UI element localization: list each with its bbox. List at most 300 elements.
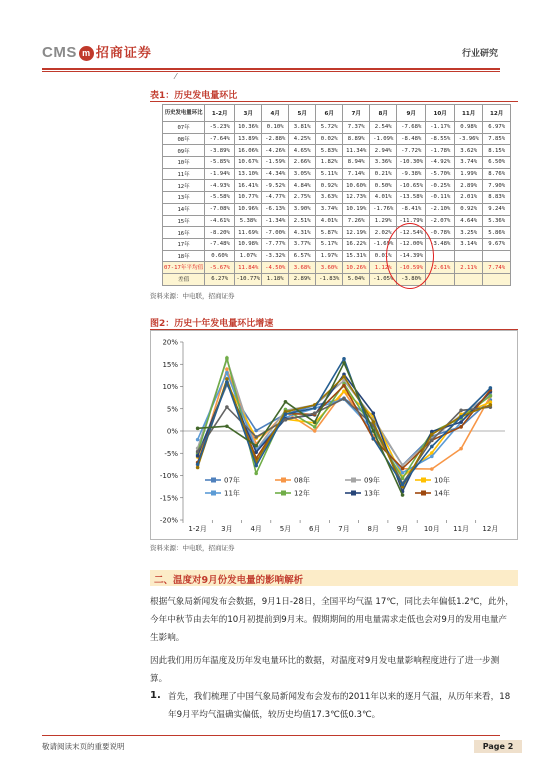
x-tick-label: 5月 (279, 525, 292, 533)
data-point (254, 435, 258, 439)
table-cell: 3.77% (289, 238, 316, 250)
table-cell: -1.83% (316, 273, 343, 285)
table-cell: 0.02% (316, 133, 343, 145)
data-point (284, 400, 288, 404)
table-cell: -5.58% (205, 192, 235, 204)
table-cell: 16.22% (343, 238, 370, 250)
table-cell: 2.89% (289, 273, 316, 285)
table-cell: 5.04% (343, 273, 370, 285)
table-cell: -7.48% (205, 238, 235, 250)
data-point (196, 450, 200, 454)
list-item-text: 首先，我们梳理了中国气象局新闻发布会发布的2011年以来的逐月气温，从历年来看，18年9月平均气温确实偏低，较历史均值17.3℃低0.3℃。 (168, 692, 511, 720)
data-point (196, 462, 200, 466)
table-cell: -5.70% (426, 168, 455, 180)
table-cell: 6.50% (483, 157, 511, 169)
table-cell: -2.88% (262, 133, 289, 145)
table-cell: -8.55% (426, 133, 455, 145)
table-cell: 0.01% (370, 250, 397, 262)
data-point (430, 467, 434, 471)
table-cell: 2.75% (289, 192, 316, 204)
table-cell: -10.77% (235, 273, 262, 285)
data-point (489, 394, 493, 398)
data-point (254, 472, 258, 476)
table-header-row (163, 105, 511, 122)
table-cell: 3.05% (289, 168, 316, 180)
table-cell: 5.17% (316, 238, 343, 250)
table-cell: -10.59% (397, 262, 426, 274)
data-point (254, 464, 258, 468)
table-cell: -2.61% (426, 262, 455, 274)
table-row-label: 13年 (163, 192, 205, 204)
table-cell: 2.51% (289, 215, 316, 227)
table-cell: -7.64% (205, 133, 235, 145)
table-cell: 2.11% (455, 262, 483, 274)
table-cell: -8.48% (397, 133, 426, 145)
table-cell: -1.76% (370, 203, 397, 215)
table-cell: 12.73% (343, 192, 370, 204)
table-cell: 4.84% (289, 180, 316, 192)
table-cell: -2.07% (426, 215, 455, 227)
table-cell: -13.58% (397, 192, 426, 204)
table-row (163, 122, 511, 134)
table-cell: 10.60% (343, 180, 370, 192)
table-cell: 3.68% (289, 262, 316, 274)
table-cell: 3.62% (455, 145, 483, 157)
table-cell: -8.41% (397, 203, 426, 215)
table-cell: -5.67% (205, 262, 235, 274)
table-row-label: 15年 (163, 215, 205, 227)
data-point (489, 403, 493, 407)
x-tick-label: 8月 (367, 525, 380, 533)
table-cell: -1.94% (205, 168, 235, 180)
data-point (313, 429, 317, 433)
y-tick-label: -10% (159, 472, 178, 480)
data-point (401, 483, 405, 487)
table-cell: 5.87% (316, 227, 343, 239)
legend-label: 08年 (294, 476, 310, 485)
table-cell: 15.31% (343, 250, 370, 262)
table-cell: 10.19% (343, 203, 370, 215)
table-cell: 3.74% (455, 157, 483, 169)
table-cell: -1.17% (426, 122, 455, 134)
table-cell: -4.61% (205, 215, 235, 227)
line-chart (150, 330, 518, 540)
header-rule (42, 68, 500, 70)
data-point (254, 444, 258, 448)
table-cell: 2.66% (289, 157, 316, 169)
table-cell: 5.38% (235, 215, 262, 227)
table-cell: 9.24% (483, 203, 511, 215)
table-cell: -14.39% (397, 250, 426, 262)
data-point (225, 371, 229, 375)
table-header-cell: 6月 (316, 105, 343, 122)
table-cell: -8.20% (205, 227, 235, 239)
table-cell: -7.72% (397, 145, 426, 157)
table-cell: -4.50% (262, 262, 289, 274)
table-cell: 5.11% (316, 168, 343, 180)
table-diff-row (163, 273, 511, 285)
table-cell: 7.14% (343, 168, 370, 180)
page-header (0, 0, 540, 72)
table-cell: 0.10% (262, 122, 289, 134)
legend-marker (281, 478, 286, 483)
table-cell: 8.83% (483, 192, 511, 204)
table-row-label: 07-17年平均值 (163, 262, 205, 274)
table-cell: -7.00% (262, 227, 289, 239)
logo-latin: CMS (42, 44, 77, 61)
table-cell: 3.90% (289, 203, 316, 215)
footer-disclaimer: 敬请阅读末页的重要说明 (42, 742, 125, 751)
table-cell: -0.11% (426, 192, 455, 204)
data-point (313, 425, 317, 429)
table-cell: 8.94% (343, 157, 370, 169)
table-cell: 2.89% (455, 180, 483, 192)
table-cell: -1.59% (262, 157, 289, 169)
table-cell: -10.65% (397, 180, 426, 192)
legend-marker (281, 491, 286, 496)
table-cell: -3.96% (455, 133, 483, 145)
data-point (342, 357, 346, 361)
table-row (163, 168, 511, 180)
data-point (225, 367, 229, 371)
history-table (162, 104, 511, 286)
table-header-cell: 11月 (455, 105, 483, 122)
data-point (430, 455, 434, 459)
table-cell: -2.10% (426, 203, 455, 215)
table-cell: -1.09% (370, 133, 397, 145)
table-cell: 12.19% (343, 227, 370, 239)
data-point (196, 438, 200, 442)
data-point (225, 380, 229, 384)
data-point (225, 424, 229, 428)
table-cell: -7.77% (262, 238, 289, 250)
data-point (196, 427, 200, 431)
table-cell: 9.67% (483, 238, 511, 250)
legend-marker (421, 491, 426, 496)
table-cell: 0.50% (370, 180, 397, 192)
y-tick-label: -20% (159, 516, 178, 525)
brand-logo (42, 42, 152, 61)
table-header-cell: 3月 (235, 105, 262, 122)
table-cell: 4.64% (455, 215, 483, 227)
table-cell: 5.83% (316, 145, 343, 157)
table-row-label: 08年 (163, 133, 205, 145)
table-cell: 5.36% (483, 215, 511, 227)
table-row (163, 145, 511, 157)
table-cell: -6.13% (262, 203, 289, 215)
table-cell: -4.34% (262, 168, 289, 180)
data-point (313, 420, 317, 424)
table-header-cell: 10月 (426, 105, 455, 122)
table-header-cell: 4月 (262, 105, 289, 122)
table-row (163, 238, 511, 250)
paragraph-2: 因此我们用历年温度及历年发电量环比的数据，对温度对9月发电量影响程度进行了进一步测算。 (150, 656, 500, 684)
table-cell: 6.57% (289, 250, 316, 262)
data-point (371, 429, 375, 433)
legend-marker (421, 478, 426, 483)
table-cell: 7.37% (343, 122, 370, 134)
data-point (371, 437, 375, 441)
x-tick-label: 12月 (482, 525, 499, 533)
table-cell: -12.54% (397, 227, 426, 239)
legend-label: 09年 (364, 476, 380, 485)
table-cell: -3.80% (397, 273, 426, 285)
table-cell: 13.89% (235, 133, 262, 145)
legend-label: 12年 (294, 489, 310, 498)
data-point (430, 445, 434, 449)
table-cell: 4.01% (370, 192, 397, 204)
report-category: 行业研究 (461, 49, 498, 59)
table-cell: -4.92% (426, 157, 455, 169)
legend-label: 14年 (434, 489, 450, 498)
table-cell: 10.96% (235, 203, 262, 215)
table-cell: 16.41% (235, 180, 262, 192)
table-cell: 1.12% (370, 262, 397, 274)
logo-mark-icon: m (79, 46, 94, 61)
table-title: 表1：历史发电量环比 (150, 91, 238, 101)
table-cell: 7.90% (483, 180, 511, 192)
table-cell: -9.52% (262, 180, 289, 192)
table-cell: 5.86% (483, 227, 511, 239)
data-point (225, 356, 229, 360)
table-row (163, 180, 511, 192)
table-cell: 13.10% (235, 168, 262, 180)
chart-source: 资料来源：中电联，招商证券 (150, 544, 235, 552)
legend-marker (211, 491, 216, 496)
table-cell: -9.38% (397, 168, 426, 180)
table-average-row (163, 262, 511, 274)
table-row-label: 09年 (163, 145, 205, 157)
table-source: 资料来源：中电联，招商证券 (150, 292, 235, 300)
data-point (284, 418, 288, 422)
table-row-label: 11年 (163, 168, 205, 180)
table-cell: 2.54% (370, 122, 397, 134)
data-point (313, 411, 317, 415)
table-cell: 7.26% (343, 215, 370, 227)
table-row (163, 215, 511, 227)
y-tick-label: -15% (159, 494, 178, 503)
data-point (430, 438, 434, 442)
y-tick-label: 20% (162, 338, 178, 347)
table-cell: 0.98% (455, 122, 483, 134)
table-cell: -3.48% (426, 238, 455, 250)
page-number: Page 2 (474, 740, 522, 753)
table-cell: 4.31% (289, 227, 316, 239)
table-header-cell: 9月 (397, 105, 426, 122)
table-row (163, 192, 511, 204)
table-cell: 10.67% (235, 157, 262, 169)
table-cell: 1.82% (316, 157, 343, 169)
table-cell: 4.01% (316, 215, 343, 227)
data-point (313, 406, 317, 410)
table-cell: -10.30% (397, 157, 426, 169)
y-tick-label: 10% (162, 383, 178, 391)
table-cell: -4.26% (262, 145, 289, 157)
table-cell: -1.05% (370, 273, 397, 285)
table-cell: 7.74% (483, 262, 511, 274)
table-cell: 11.84% (235, 262, 262, 274)
x-tick-label: 11月 (453, 525, 470, 533)
table-cell: 2.01% (455, 192, 483, 204)
table-title-rule (150, 101, 518, 102)
data-point (430, 433, 434, 437)
table-cell: 7.85% (483, 133, 511, 145)
table-cell: 10.36% (235, 122, 262, 134)
y-tick-label: 0% (166, 427, 178, 436)
table-header-cell: 7月 (343, 105, 370, 122)
table-cell: 3.81% (289, 122, 316, 134)
table-header-cell: 5月 (289, 105, 316, 122)
table-cell (426, 273, 455, 285)
legend-marker (351, 478, 356, 483)
table-cell: 8.76% (483, 168, 511, 180)
data-point (371, 411, 375, 415)
table-cell: 0.21% (370, 168, 397, 180)
table-cell: 2.94% (370, 145, 397, 157)
table-cell: 4.25% (289, 133, 316, 145)
data-point (342, 397, 346, 401)
table-row-label: 17年 (163, 238, 205, 250)
y-tick-label: 15% (162, 360, 178, 369)
y-tick-label: 5% (166, 405, 178, 414)
table-cell: 3.74% (316, 203, 343, 215)
legend-marker (211, 478, 216, 483)
table-cell: 3.36% (370, 157, 397, 169)
data-point (459, 420, 463, 424)
table-row (163, 203, 511, 215)
table-row (163, 250, 511, 262)
table-row-label: 12年 (163, 180, 205, 192)
data-point (401, 467, 405, 471)
data-point (459, 425, 463, 429)
data-point (459, 447, 463, 451)
table-cell: -1.34% (262, 215, 289, 227)
table-cell: -5.23% (205, 122, 235, 134)
header-rule-thin (42, 71, 500, 72)
footer-rule (42, 735, 500, 736)
table-cell: 2.02% (370, 227, 397, 239)
table-row-label: 18年 (163, 250, 205, 262)
table-cell: -1.69% (370, 238, 397, 250)
chart-title: 图2：历史十年发电量环比增速 (150, 319, 274, 329)
table-cell: -5.85% (205, 157, 235, 169)
table-cell: 10.98% (235, 238, 262, 250)
data-point (254, 429, 258, 433)
table-cell (483, 273, 511, 285)
data-point (371, 420, 375, 424)
x-tick-label: 6月 (308, 525, 321, 533)
table-row-label: 差值 (163, 273, 205, 285)
table-cell: 6.27% (205, 273, 235, 285)
table-cell: 4.65% (289, 145, 316, 157)
table-row-label: 14年 (163, 203, 205, 215)
paragraph-1: 根据气象局新闻发布会数据，9月1日-28日，全国平均气温 17℃，同比去年偏低1.2℃，此外，今年中秋节由去年的10月初提前到9月末。假期期间的用电量需求走低也会对9月的发用电量产生影响。 (150, 597, 514, 643)
table-cell: 0.60% (205, 250, 235, 262)
table-cell: 11.69% (235, 227, 262, 239)
table-corner-cell: 历史发电量环比 (163, 105, 205, 122)
data-point (489, 386, 493, 390)
x-tick-label: 3月 (221, 525, 233, 533)
table-cell: 3.14% (455, 238, 483, 250)
table-cell: 3.25% (455, 227, 483, 239)
table-cell (455, 273, 483, 285)
table-cell: 3.63% (316, 192, 343, 204)
table-cell: 1.18% (262, 273, 289, 285)
table-cell: 0.92% (316, 180, 343, 192)
legend-marker (351, 491, 356, 496)
table-cell (426, 250, 455, 262)
table-cell: 8.89% (343, 133, 370, 145)
table-cell (483, 250, 511, 262)
data-point (342, 389, 346, 393)
table-cell: 1.29% (370, 215, 397, 227)
table-cell: -12.00% (397, 238, 426, 250)
legend-label: 07年 (224, 476, 240, 485)
table-cell: -7.68% (397, 122, 426, 134)
section-title: 二、温度对9月份发电量的影响解析 (154, 575, 304, 586)
data-point (401, 493, 405, 497)
data-point (284, 412, 288, 416)
table-row (163, 157, 511, 169)
legend-label: 13年 (364, 489, 380, 498)
legend-label: 11年 (224, 489, 240, 498)
chart-container (150, 330, 518, 544)
table-cell: -3.32% (262, 250, 289, 262)
x-tick-label: 7月 (338, 525, 350, 533)
section-header (150, 570, 518, 586)
table-header-cell: 8月 (370, 105, 397, 122)
table-cell: 11.34% (343, 145, 370, 157)
x-tick-label: 4月 (250, 525, 262, 533)
table-cell: -4.77% (262, 192, 289, 204)
data-point (225, 405, 229, 409)
table-cell: 6.97% (483, 122, 511, 134)
y-tick-label: -5% (164, 449, 178, 458)
table-cell: 1.07% (235, 250, 262, 262)
table-cell: 1.99% (455, 168, 483, 180)
table-cell: -7.08% (205, 203, 235, 215)
x-tick-label: 9月 (396, 525, 409, 533)
table-cell: 16.06% (235, 145, 262, 157)
legend-label: 10年 (434, 476, 450, 485)
data-point (342, 375, 346, 379)
table-cell: -1.78% (426, 145, 455, 157)
table-cell: 8.15% (483, 145, 511, 157)
table-cell: 5.72% (316, 122, 343, 134)
table-row-label: 07年 (163, 122, 205, 134)
table-row-label: 16年 (163, 227, 205, 239)
table-row (163, 133, 511, 145)
table-row-label: 10年 (163, 157, 205, 169)
table-cell: 1.97% (316, 250, 343, 262)
table-header-cell: 12月 (483, 105, 511, 122)
table-header-cell: 1-2月 (205, 105, 235, 122)
header-tick-mark: ⁄ (175, 72, 177, 81)
table-cell: -0.78% (426, 227, 455, 239)
list-item-number: 1. (150, 690, 161, 701)
x-tick-label: 10月 (423, 525, 440, 533)
logo-chinese: 招商证券 (95, 45, 152, 60)
table-cell: 0.92% (455, 203, 483, 215)
table-cell: -4.93% (205, 180, 235, 192)
table-cell: 3.60% (316, 262, 343, 274)
data-point (342, 361, 346, 365)
table-cell: -3.89% (205, 145, 235, 157)
data-point (459, 415, 463, 419)
data-point (342, 384, 346, 388)
data-point (196, 466, 200, 470)
table-cell: -0.25% (426, 180, 455, 192)
